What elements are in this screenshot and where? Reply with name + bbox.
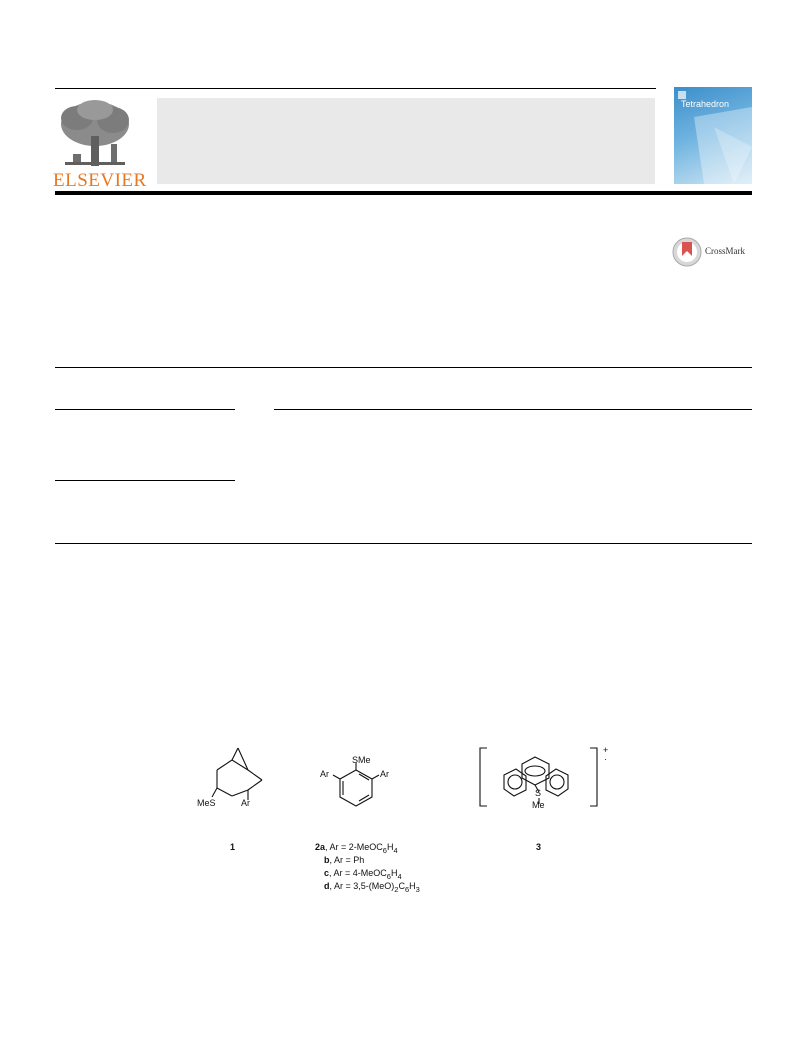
- journal-cover-title: Tetrahedron: [681, 99, 730, 109]
- variant-sub: 4: [393, 845, 398, 855]
- compound-3-methyl-label: Me: [532, 800, 545, 810]
- compound-3-number: 3: [536, 842, 542, 852]
- variant-id: c: [324, 868, 330, 878]
- compound-2-variant-d: [324, 881, 420, 894]
- variant-text: , Ar = Ph: [329, 855, 365, 865]
- compound-3-radical-dot: ·: [604, 754, 607, 764]
- compound-3-sulfur-label: S: [535, 788, 542, 798]
- compound-1-ar-label: Ar: [241, 798, 250, 808]
- compound-2-variant-c: [324, 868, 402, 881]
- compound-1-mes-label: MeS: [197, 798, 216, 808]
- compound-1-structure: [212, 748, 262, 800]
- compound-2-variant-a: [315, 842, 398, 855]
- variant-mid: H: [390, 868, 398, 878]
- variant-sub: 6: [386, 871, 391, 881]
- variant-text: , Ar = 4-MeOC: [329, 868, 387, 878]
- variant-id: b: [324, 855, 330, 865]
- variant-text: , Ar = 2-MeOC: [325, 842, 383, 852]
- variant-sub: 6: [404, 884, 410, 894]
- variant-mid: H: [386, 842, 394, 852]
- variant-text: , Ar = 3,5-(MeO): [329, 881, 395, 891]
- compound-3-charge: +: [603, 745, 609, 755]
- compound-2-sme-label: SMe: [352, 755, 371, 765]
- variant-sub: 2: [394, 884, 399, 894]
- compound-2-structure: [333, 763, 379, 806]
- compound-2-ar-left-label: Ar: [320, 769, 329, 779]
- variant-sub: 6: [382, 845, 387, 855]
- variant-sub: 4: [397, 871, 402, 881]
- compound-1-number: 1: [230, 842, 236, 852]
- publisher-wordmark[interactable]: ELSEVIER: [53, 170, 147, 191]
- compound-2-variant-b: [324, 855, 364, 865]
- variant-tail: H: [409, 881, 416, 891]
- variant-mid: C: [398, 881, 405, 891]
- variant-id: d: [324, 881, 330, 891]
- compound-2-ar-right-label: Ar: [380, 769, 389, 779]
- crossmark-label: CrossMark: [705, 246, 745, 256]
- variant-id: 2a: [315, 842, 326, 852]
- variant-sub: 3: [415, 884, 420, 894]
